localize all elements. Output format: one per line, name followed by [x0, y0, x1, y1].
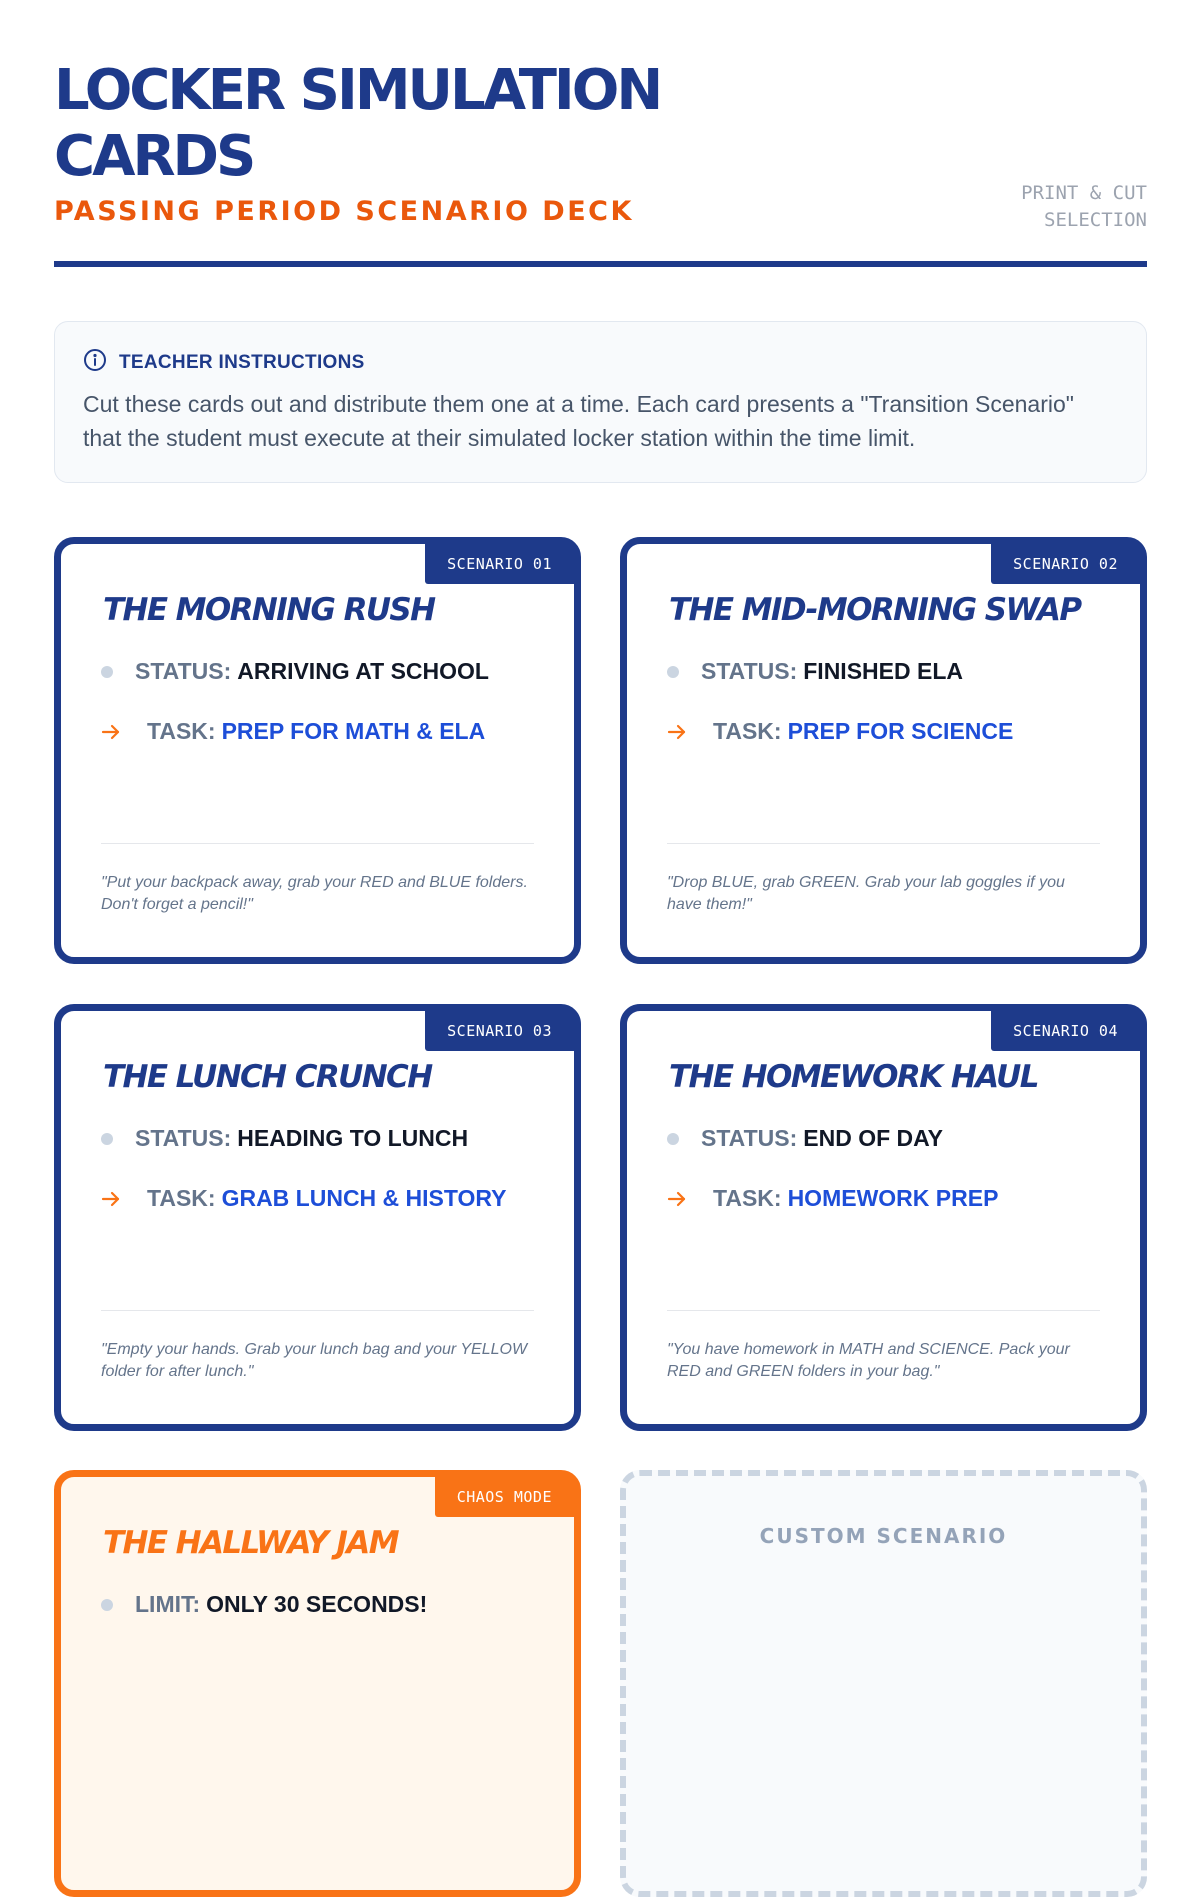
limit-value: ONLY 30 SECONDS!	[206, 1591, 428, 1617]
bullet-dot-icon	[101, 1599, 113, 1611]
bullet-dot-icon	[101, 1133, 113, 1145]
page-title: LOCKER SIMULATION CARDS	[54, 58, 661, 189]
arrow-right-icon	[99, 1187, 123, 1211]
arrow-right-icon	[665, 720, 689, 744]
page-subtitle: PASSING PERIOD SCENARIO DECK	[54, 196, 634, 227]
task-value: HOMEWORK PREP	[787, 1185, 999, 1211]
print-note: PRINT & CUT SELECTION	[1021, 182, 1147, 231]
status-row	[101, 1125, 468, 1152]
task-value: PREP FOR SCIENCE	[787, 718, 1014, 744]
page-header	[54, 58, 1147, 231]
card-title: THE MID-MORNING SWAP	[669, 592, 1081, 628]
task-row	[101, 1185, 507, 1212]
status-label: STATUS:	[135, 1125, 232, 1151]
card-title: THE HALLWAY JAM	[103, 1525, 398, 1561]
task-row	[667, 1185, 998, 1212]
scenario-badge: SCENARIO 01	[425, 544, 574, 584]
info-icon	[83, 348, 107, 377]
scenario-card	[620, 1004, 1147, 1431]
limit-label: LIMIT:	[135, 1591, 201, 1617]
status-value: ARRIVING AT SCHOOL	[237, 658, 489, 684]
arrow-right-icon	[665, 1187, 689, 1211]
bullet-dot-icon	[101, 666, 113, 678]
scenario-card	[620, 537, 1147, 964]
status-row	[667, 658, 963, 685]
card-title: THE LUNCH CRUNCH	[103, 1059, 432, 1095]
header-divider	[54, 261, 1147, 267]
task-row	[101, 718, 485, 745]
card-divider	[101, 1310, 534, 1311]
card-quote: "Put your backpack away, grab your RED and BLUE folders. Don't forget a pencil!"	[101, 874, 528, 913]
instructions-title: TEACHER INSTRUCTIONS	[119, 351, 365, 373]
status-value: FINISHED ELA	[803, 658, 963, 684]
custom-scenario-card	[620, 1470, 1147, 1897]
teacher-instructions-panel	[54, 321, 1147, 483]
card-quote: "Empty your hands. Grab your lunch bag and your YELLOW folder for after lunch."	[101, 1341, 528, 1380]
scenario-card	[54, 1004, 581, 1431]
task-row	[667, 718, 1013, 745]
scenario-badge: SCENARIO 04	[991, 1011, 1140, 1051]
card-quote: "Drop BLUE, grab GREEN. Grab your lab goggles if you have them!"	[667, 874, 1065, 913]
card-title: THE MORNING RUSH	[103, 592, 435, 628]
task-label: TASK:	[147, 718, 216, 744]
status-label: STATUS:	[701, 658, 798, 684]
bullet-dot-icon	[667, 1133, 679, 1145]
custom-card-title: CUSTOM SCENARIO	[759, 1524, 1008, 1548]
bullet-dot-icon	[667, 666, 679, 678]
chaos-badge: CHAOS MODE	[435, 1477, 574, 1517]
scenario-card	[54, 537, 581, 964]
status-value: HEADING TO LUNCH	[237, 1125, 469, 1151]
scenario-badge: SCENARIO 02	[991, 544, 1140, 584]
card-divider	[667, 843, 1100, 844]
status-label: STATUS:	[701, 1125, 798, 1151]
task-label: TASK:	[713, 718, 782, 744]
task-label: TASK:	[147, 1185, 216, 1211]
status-value: END OF DAY	[803, 1125, 943, 1151]
card-divider	[667, 1310, 1100, 1311]
status-label: STATUS:	[135, 658, 232, 684]
task-value: PREP FOR MATH & ELA	[221, 718, 486, 744]
status-row	[101, 658, 489, 685]
card-quote: "You have homework in MATH and SCIENCE. Pack your RED and GREEN folders in your bag."	[667, 1341, 1070, 1380]
instructions-text: Cut these cards out and distribute them one at a time. Each card presents a "Transition Scenario" that the student must execute at their simulated locker station within the time limit.	[83, 391, 1074, 451]
status-row	[667, 1125, 943, 1152]
arrow-right-icon	[99, 720, 123, 744]
card-title: THE HOMEWORK HAUL	[669, 1059, 1038, 1095]
task-value: GRAB LUNCH & HISTORY	[221, 1185, 507, 1211]
task-label: TASK:	[713, 1185, 782, 1211]
scenario-badge: SCENARIO 03	[425, 1011, 574, 1051]
limit-row	[101, 1591, 427, 1618]
card-divider	[101, 843, 534, 844]
chaos-card	[54, 1470, 581, 1897]
